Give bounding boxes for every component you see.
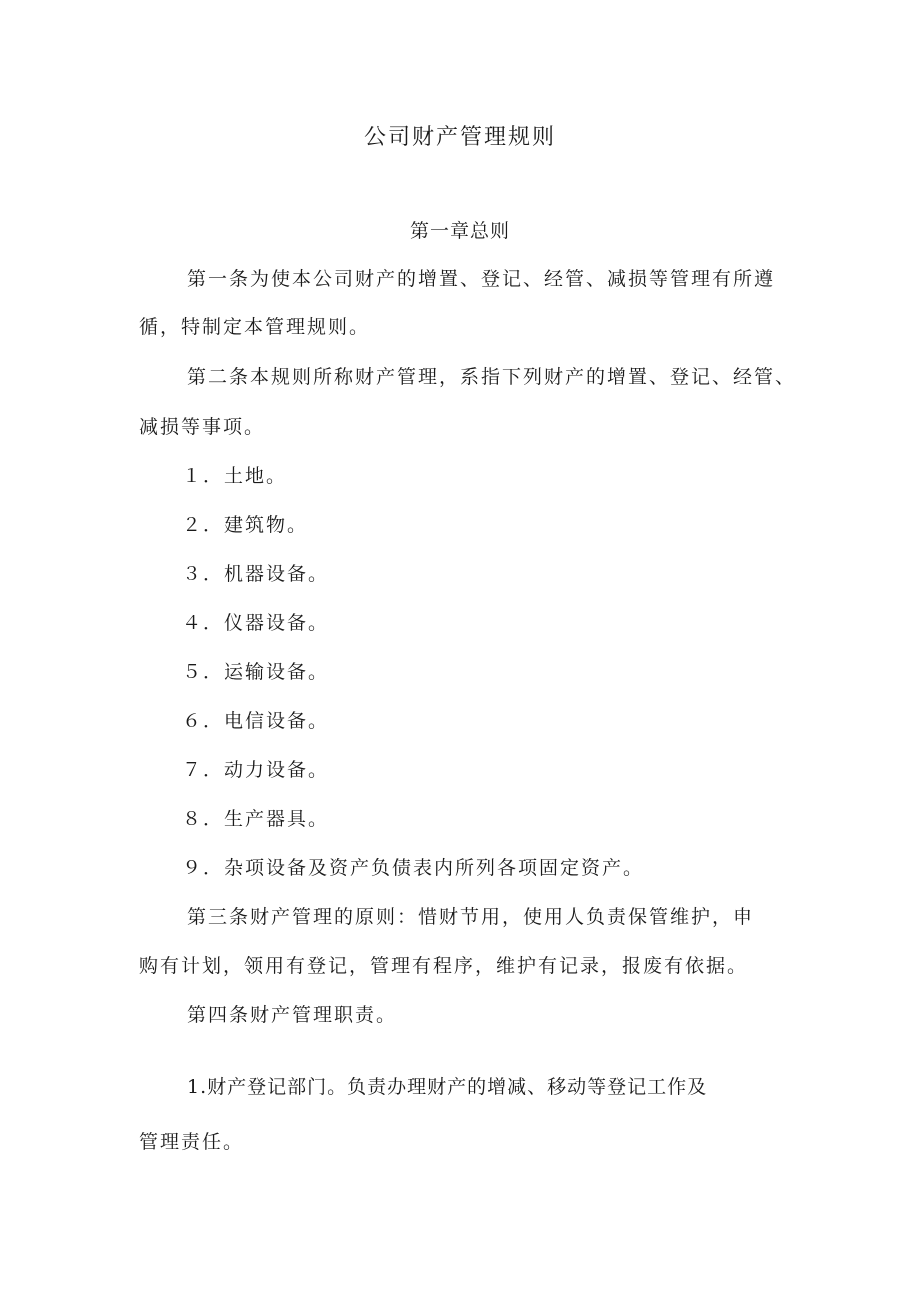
list-item: ２．建筑物。 xyxy=(182,514,309,536)
article-1-line-1: 第一条为使本公司财产的增置、登记、经管、减损等管理有所遵 xyxy=(187,268,776,290)
list-item: ３．机器设备。 xyxy=(182,563,330,585)
article-1-line-2: 循，特制定本管理规则。 xyxy=(139,316,371,338)
article-2-line-2: 减损等事项。 xyxy=(139,416,266,438)
article-3-line-2: 购有计划，领用有登记，管理有程序，维护有记录，报废有依据。 xyxy=(139,955,749,977)
document-title: 公司财产管理规则 xyxy=(363,125,556,150)
list-item: ９．杂项设备及资产负债表内所列各项固定资产。 xyxy=(182,857,645,879)
article-3-line-1: 第三条财产管理的原则：惜财节用，使用人负责保管维护，申 xyxy=(187,906,755,928)
list-item: １．土地。 xyxy=(182,465,288,487)
list-item: ８．生产器具。 xyxy=(182,808,330,830)
chapter-heading: 第一章总则 xyxy=(409,220,510,242)
list-item: ５．运输设备。 xyxy=(182,661,330,683)
article-4-line-1: 第四条财产管理职责。 xyxy=(187,1004,398,1026)
article-2-line-1: 第二条本规则所称财产管理，系指下列财产的增置、登记、经管、 xyxy=(187,366,797,388)
list-item: ６．电信设备。 xyxy=(182,710,330,732)
list-item: ７．动力设备。 xyxy=(182,759,330,781)
list-item: ４．仪器设备。 xyxy=(182,612,330,634)
duty-1-line-2: 管理责任。 xyxy=(139,1131,245,1153)
duty-1-line-1: 1.财产登记部门。负责办理财产的增减、移动等登记工作及 xyxy=(187,1076,708,1098)
